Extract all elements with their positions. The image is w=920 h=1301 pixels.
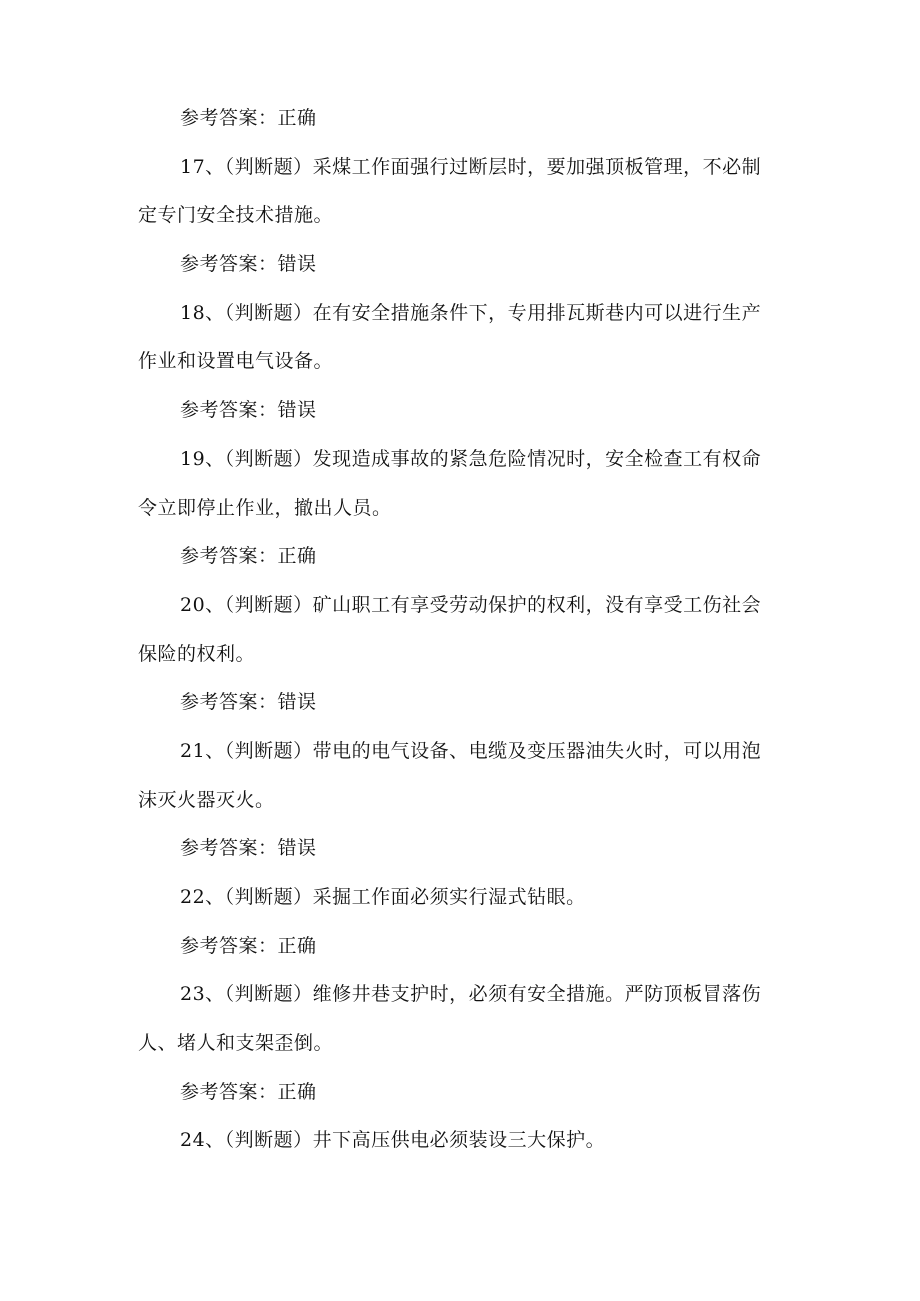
question-23-line-1: 23、（判断题）维修井巷支护时，必须有安全措施。严防顶板冒落伤	[180, 983, 762, 1006]
answer-18: 参考答案：错误	[180, 399, 317, 422]
question-22-line-1: 22、（判断题）采掘工作面必须实行湿式钻眼。	[180, 886, 586, 908]
question-24-line-1: 24、（判断题）井下高压供电必须装设三大保护。	[180, 1129, 606, 1152]
question-17-line-2: 定专门安全技术措施。	[138, 204, 334, 227]
question-18-line-1: 18、（判断题）在有安全措施条件下，专用排瓦斯巷内可以进行生产	[180, 301, 762, 324]
question-list	[138, 106, 790, 1152]
question-18-line-2: 作业和设置电气设备。	[138, 350, 334, 373]
question-20-line-1: 20、（判断题）矿山职工有享受劳动保护的权利，没有享受工伤社会	[180, 593, 762, 616]
answer-17: 参考答案：错误	[180, 253, 317, 276]
question-17-line-1: 17、（判断题）采煤工作面强行过断层时，要加强顶板管理，不必制	[180, 155, 762, 178]
question-21-line-2: 沫灭火器灭火。	[138, 788, 275, 811]
answer-20: 参考答案：错误	[180, 691, 317, 714]
answer-16: 参考答案：正确	[180, 107, 317, 129]
question-23-line-2: 人、堵人和支架歪倒。	[138, 1032, 334, 1055]
question-21-line-1: 21、（判断题）带电的电气设备、电缆及变压器油失火时，可以用泡	[180, 739, 762, 762]
answer-22: 参考答案：正确	[180, 934, 317, 957]
answer-19: 参考答案：正确	[180, 545, 317, 568]
question-19-line-1: 19、（判断题）发现造成事故的紧急危险情况时，安全检查工有权命	[180, 447, 762, 470]
answer-23: 参考答案：正确	[180, 1080, 317, 1103]
question-20-line-2: 保险的权利。	[138, 642, 256, 665]
question-19-line-2: 令立即停止作业，撤出人员。	[138, 496, 392, 519]
answer-21: 参考答案：错误	[180, 837, 317, 860]
